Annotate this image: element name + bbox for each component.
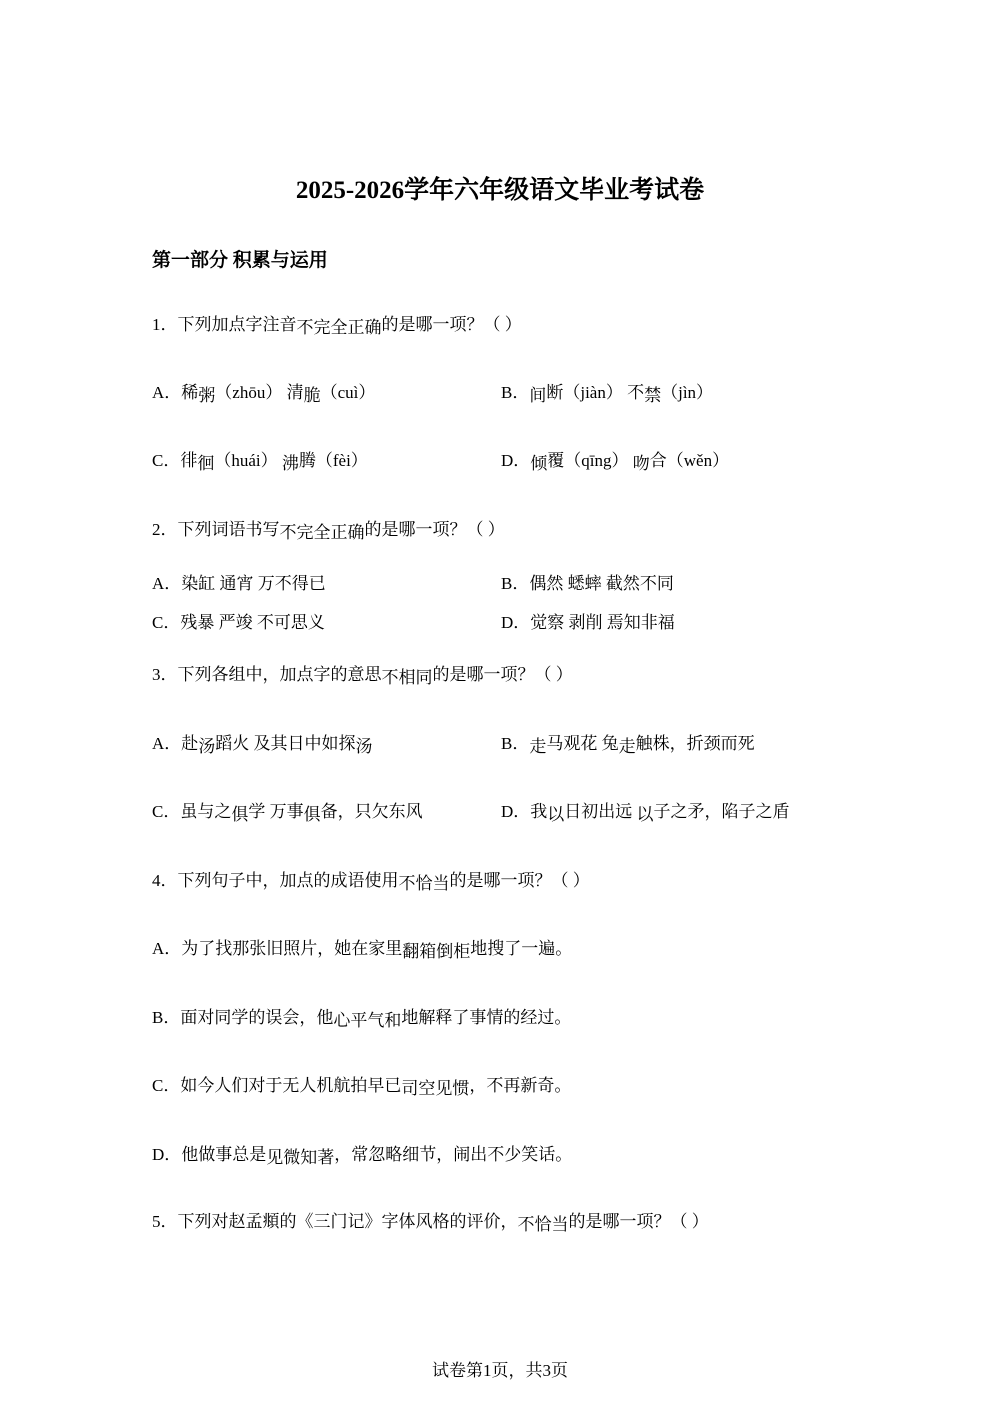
dotted-char: 脆	[303, 386, 321, 405]
dotted-idiom: 司空见惯	[401, 1079, 470, 1098]
option-text: ，常忽略细节，闹出不少笑话。	[334, 1145, 573, 1164]
stem-text: 4．下列句子中，加点的成语使用	[152, 871, 399, 890]
stem-text: 的是哪一项？（ ）	[568, 1212, 709, 1231]
option-text: 地解释了事情的经过。	[401, 1008, 572, 1027]
dotted-char: 以	[547, 805, 565, 824]
option-text: A．赴	[152, 734, 199, 753]
option-text: 合（wěn）	[649, 451, 730, 470]
stem-text: 2．下列词语书写	[152, 520, 280, 539]
option-text: ，不再新奇。	[469, 1076, 572, 1095]
dotted-char: 以	[636, 805, 654, 824]
option-text: 覆（qīng）	[547, 451, 633, 470]
dotted-text: 不完全正确	[279, 523, 365, 542]
question-3-option-c[interactable]	[152, 800, 423, 824]
dotted-text: 不恰当	[517, 1215, 569, 1234]
page-title: 2025-2026学年六年级语文毕业考试卷	[295, 177, 705, 204]
question-5-stem	[152, 1210, 709, 1234]
option-text: 马观花 兔	[546, 734, 619, 753]
dotted-char: 徊	[197, 454, 215, 473]
question-2-option-b[interactable]: B．偶然 蟋蟀 截然不同	[501, 574, 674, 593]
stem-text: 5．下列对赵孟頫的《三门记》字体风格的评价，	[152, 1212, 518, 1231]
dotted-char: 禁	[644, 386, 662, 405]
dotted-char: 间	[529, 386, 547, 405]
stem-text: 的是哪一项？（ ）	[364, 520, 505, 539]
option-text: D．他做事总是	[152, 1145, 267, 1164]
stem-text: 的是哪一项？（ ）	[381, 315, 522, 334]
option-text: A．稀	[152, 383, 199, 402]
page-footer: 试卷第1页，共3页	[432, 1361, 568, 1380]
question-1-option-b[interactable]	[501, 381, 713, 405]
stem-text: 的是哪一项？（ ）	[432, 665, 573, 684]
question-4-option-b[interactable]	[152, 1006, 571, 1030]
option-text: 断（jiàn） 不	[546, 383, 645, 402]
question-3-option-b[interactable]	[501, 732, 755, 756]
option-text: （huái）	[214, 451, 282, 470]
option-text: （zhōu） 清	[215, 383, 304, 402]
option-text: B．	[501, 734, 530, 753]
question-4-stem	[152, 869, 590, 893]
question-3-stem	[152, 663, 573, 687]
option-text: 腾（fèi）	[298, 451, 368, 470]
dotted-text: 不相同	[381, 668, 433, 687]
dotted-char: 吻	[632, 454, 650, 473]
question-2-stem	[152, 518, 505, 542]
option-text: 备，只欠东风	[320, 802, 423, 821]
dotted-char: 汤	[198, 737, 216, 756]
stem-text: 3．下列各组中，加点字的意思	[152, 665, 382, 684]
question-1-stem	[152, 313, 522, 337]
stem-text: 的是哪一项？（ ）	[449, 871, 590, 890]
dotted-text: 不完全正确	[296, 318, 382, 337]
dotted-idiom: 翻箱倒柜	[402, 942, 471, 961]
question-4-option-c[interactable]	[152, 1074, 571, 1098]
option-text: D．	[501, 451, 531, 470]
option-text: C．如今人们对于无人机航拍早已	[152, 1076, 402, 1095]
question-4-option-d[interactable]	[152, 1143, 572, 1167]
option-text: B．	[501, 383, 530, 402]
stem-text: 1．下列加点字注音	[152, 315, 297, 334]
dotted-idiom: 见微知著	[266, 1148, 335, 1167]
option-text: C．徘	[152, 451, 198, 470]
option-text: 地搜了一遍。	[470, 939, 573, 958]
option-text: 触株，折颈而死	[635, 734, 755, 753]
option-text: B．面对同学的误会，他	[152, 1008, 334, 1027]
dotted-char: 沸	[281, 454, 299, 473]
option-text: （cuì）	[320, 383, 376, 402]
option-text: （jìn）	[661, 383, 714, 402]
question-1-option-d[interactable]	[501, 449, 729, 473]
question-2-option-a[interactable]: A．染缸 通宵 万不得已	[152, 574, 326, 593]
option-text: D．我	[501, 802, 548, 821]
dotted-char: 汤	[355, 737, 373, 756]
option-text: 学 万事	[248, 802, 304, 821]
option-text: 日初出远	[564, 802, 637, 821]
section-heading: 第一部分 积累与运用	[152, 250, 328, 271]
dotted-char: 俱	[303, 805, 321, 824]
question-2-option-d[interactable]: D．觉察 剥削 焉知非福	[501, 613, 675, 632]
dotted-idiom: 心平气和	[333, 1011, 402, 1030]
question-1-option-c[interactable]	[152, 449, 368, 473]
dotted-char: 粥	[198, 386, 216, 405]
question-3-option-d[interactable]	[501, 800, 790, 824]
option-text: C．虽与之	[152, 802, 232, 821]
question-4-option-a[interactable]	[152, 937, 572, 961]
dotted-char: 走	[618, 737, 636, 756]
dotted-char: 倾	[530, 454, 548, 473]
question-1-option-a[interactable]	[152, 381, 375, 405]
dotted-char: 俱	[231, 805, 249, 824]
question-2-option-c[interactable]: C．残暴 严竣 不可思义	[152, 613, 325, 632]
dotted-text: 不恰当	[398, 874, 450, 893]
question-3-option-a[interactable]	[152, 732, 373, 756]
option-text: 蹈火 及其日中如探	[215, 734, 356, 753]
option-text: A．为了找那张旧照片，她在家里	[152, 939, 403, 958]
option-text: 子之矛，陷子之盾	[653, 802, 790, 821]
dotted-char: 走	[529, 737, 547, 756]
